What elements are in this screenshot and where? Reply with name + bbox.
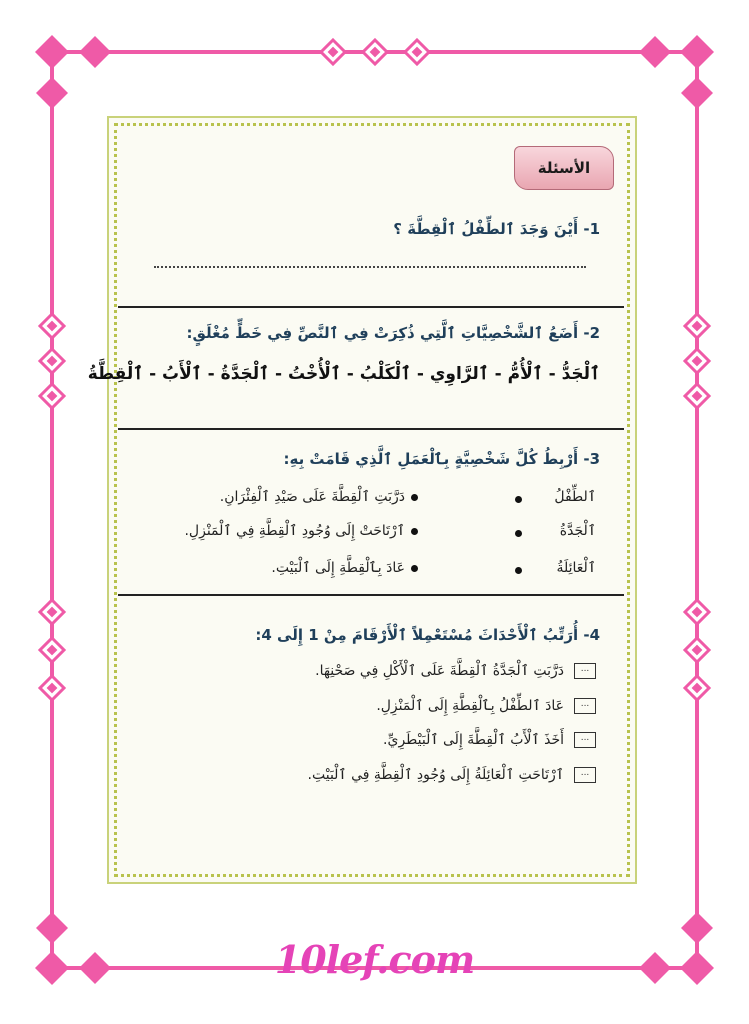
match-right-label: دَرَّبَتِ ٱلْقِطَّةَ عَلَى صَيْدِ ٱلْفِئْرَانِ.: [219, 489, 405, 505]
order-box[interactable]: ...: [574, 732, 596, 748]
diamond-ornament: [639, 36, 671, 68]
bullet-icon[interactable]: [509, 491, 522, 507]
order-item: [383, 732, 596, 748]
divider: [118, 306, 624, 308]
divider: [118, 428, 624, 430]
site-watermark[interactable]: 10lef.com: [274, 937, 475, 982]
match-left-label: ٱلطِّفْلُ: [554, 489, 596, 505]
order-item-text: دَرَّبَتِ ٱلْجَدَّةُ ٱلْقِطَّةَ عَلَى ٱلْأَكْلِ فِي صَحْنِهَا.: [315, 663, 564, 679]
question-2-title: 2- أَضَعُ ٱلشَّخْصِيَّاتِ ٱلَّتِي ذُكِرَتْ فِي ٱلنَّصِّ فِي خَطٍّ مُغْلَقٍ:: [186, 324, 600, 342]
order-item-text: أَخَذَ ٱلْأَبُ ٱلْقِطَّةَ إِلَى ٱلْبَيْطَرِيِّ.: [383, 732, 564, 748]
match-left-label: ٱلْعَائِلَةُ: [556, 560, 596, 576]
divider: [118, 594, 624, 596]
diamond-ornament: [36, 77, 68, 109]
section-label: الأسئلة: [514, 146, 614, 190]
order-box[interactable]: ...: [574, 663, 596, 679]
order-box[interactable]: ...: [574, 698, 596, 714]
order-item: [376, 698, 596, 714]
order-item-text: عَادَ ٱلطِّفْلُ بِٱلْقِطَّةِ إِلَى ٱلْمَنْزِلِ.: [376, 698, 564, 714]
diamond-ornament: [35, 35, 69, 69]
bullet-icon[interactable]: [509, 525, 522, 541]
order-item: [315, 663, 596, 679]
match-left-item[interactable]: [560, 523, 596, 539]
match-right-label: عَادَ بِٱلْقِطَّةِ إِلَى ٱلْبَيْتِ.: [271, 560, 405, 576]
bullet-icon: [411, 494, 418, 501]
diamond-ornament: [680, 35, 714, 69]
match-left-item[interactable]: [556, 560, 596, 576]
characters-list: ٱلْجَدُّ - ٱلْأُمُّ - ٱلرَّاوِي - ٱلْكَلْبُ - ٱلْأُخْتُ - ٱلْجَدَّةُ - ٱلْأَبُ - ٱلْقِطَّةُ: [87, 364, 600, 384]
match-right-item[interactable]: [271, 560, 418, 576]
diamond-ornament: [681, 77, 713, 109]
question-1-title: 1- أَيْنَ وَجَدَ ٱلطِّفْلُ ٱلْقِطَّةَ ؟: [393, 220, 600, 238]
match-right-item[interactable]: [184, 523, 418, 539]
match-right-item[interactable]: [220, 489, 418, 505]
match-right-label: ٱرْتَاحَتْ إِلَى وُجُودِ ٱلْقِطَّةِ فِي ٱلْمَنْزِلِ.: [184, 523, 405, 539]
answer-line[interactable]: [154, 266, 586, 268]
match-left-label: ٱلْجَدَّةُ: [559, 523, 596, 539]
worksheet-content: [87, 128, 624, 868]
bullet-icon: [411, 528, 418, 535]
bullet-icon[interactable]: [509, 562, 522, 578]
order-item-text: ٱرْتَاحَتِ ٱلْعَائِلَةُ إِلَى وُجُودِ ٱلْقِطَّةِ فِي ٱلْبَيْتِ.: [307, 767, 564, 783]
question-4-title: 4- أُرَتِّبُ ٱلْأَحْدَاثَ مُسْتَعْمِلاً ٱلْأَرْقَامَ مِنْ 1 إِلَى 4:: [255, 626, 600, 644]
diamond-ornament: [79, 36, 111, 68]
match-left-item[interactable]: [554, 489, 596, 505]
bullet-icon: [411, 565, 418, 572]
order-item: [308, 767, 596, 783]
question-3-title: 3- أَرْبِطُ كُلَّ شَخْصِيَّةٍ بِٱلْعَمَلِ ٱلَّذِي قَامَتْ بِهِ:: [283, 450, 600, 468]
order-box[interactable]: ...: [574, 767, 596, 783]
